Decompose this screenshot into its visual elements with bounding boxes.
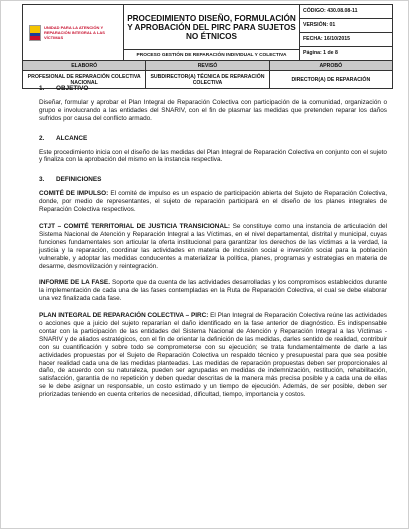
definition-comite-impulso: COMITÉ DE IMPULSO: El comité de impulso es un espacio de participación abierta del Sujeto de Reparación Colectiva, donde, por medio de representantes, el sujeto de reparación participará en el diseño de los planes integrales de Reparación Colectiva respectivos.	[39, 190, 387, 214]
logo-text: UNIDAD PARA LA ATENCIÓN Y REPARACIÓN INTEGRAL A LAS VÍCTIMAS	[44, 25, 105, 40]
section-heading-definiciones: 3. DEFINICIONES	[39, 176, 102, 184]
definition-informe-fase: INFORME DE LA FASE. Soporte que da cuenta de las actividades desarrolladas y los compromisos establecidos durante la implementación de cada una de las fases contempladas en la Ruta de Reparación Colectiva, el cual se debe elaborar una vez finalizada cada fase.	[39, 279, 387, 303]
logo-cell	[23, 5, 124, 61]
definition-ctjt: CTJT – COMITÉ TERRITORIAL DE JUSTICIA TRANSICIONAL: Se constituye como una instancia de articulación del Sistema Nacional de Atención y Reparación Integral a las Víctimas, en el nivel departamental, distrital y municipal, cuyas funciones fundamentales son articular la oferta institucional para garantizar los derechos de las víctimas a la verdad, la justicia y la reparación, coordinar las actividades en materia de inclusión social e inversión social para la población vulnerable, y adoptar las medidas conducentes a materializar la política, planes, programas y estrategias en materia de desarme, desmovilización y reintegración.	[39, 222, 387, 270]
document-body	[39, 85, 387, 399]
elaboro-header: ELABORÓ	[23, 61, 146, 71]
section-heading-alcance: 2. ALCANCE	[39, 134, 88, 142]
aprobo-value: DIRECTOR(A) DE REPARACIÓN	[269, 71, 392, 89]
document-date: FECHA: 16/10/2015	[300, 33, 392, 47]
aprobo-header: APROBÓ	[269, 61, 392, 71]
alcance-text: Este procedimiento inicia con el diseño de las medidas del Plan Integral de Reparación Colectiva en conjunto con el sujeto y finaliza con la aprobación del mismo en la instancia respectiva.	[39, 148, 387, 164]
reviso-header: REVISÓ	[146, 61, 269, 71]
process-name: PROCESO GESTIÓN DE REPARACIÓN INDIVIDUAL Y COLECTIVA	[124, 50, 300, 61]
document-header	[22, 4, 393, 61]
document-code: CÓDIGO: 430.08.08-11	[300, 5, 392, 19]
definition-pirc: PLAN INTEGRAL DE REPARACIÓN COLECTIVA – PIRC: El Plan Integral de Reparación Colectiva reúne las actividades o acciones que a juicio del sujeto repararían el daño identificado en la fase anterior de diagnóstico. Es indispensable contar con la participación de las entidades del Sistema Nacional de Atención y Reparación Integral a las Víctimas - SNARIV y de aliados estratégicos, con el fin de orientar la definición de las medidas, darles sentido de realidad, contribuir con su cuantificación y sobre todo se comprometerse con su ejecución; se trata fundamentalmente de darle a las actividades propuestas por el Sujeto de Reparación Colectiva un respaldo técnico y presupuestal para que sea posible hacer realidad cada una de las medidas planteadas. Las medidas de reparación propuestas deben ser proporcionales al daño, de acuerdo con su naturaleza, pueden ser agrupadas en medidas de indemnización, restitución, rehabilitación, satisfacción, garantía de no repetición y deben quedar descritas de la manera más precisa posible y a cada una de ellas se le debe asignar un responsable, un costo estimado y un tiempo de ejecución. Además, de ser posible, deben ser priorizadas teniendo en cuenta criterios de necesidad, dificultad, tiempo, importancia y costos.	[39, 312, 387, 399]
document-title: PROCEDIMIENTO DISEÑO, FORMULACIÓN Y APROBACIÓN DEL PIRC PARA SUJETOS NO ÉTNICOS	[124, 5, 300, 50]
section-heading-objetivo: 1. OBJETIVO	[39, 85, 89, 92]
document-version: VERSIÓN: 01	[300, 19, 392, 33]
document-meta	[300, 5, 393, 61]
objetivo-text: Diseñar, formular y aprobar el Plan Integral de Reparación Colectiva con participación de la comunidad, organización o grupo e involucrando a las entidades del SNARIV, con el fin de plasmar las medidas que pretenden reparar los daños sufridos por causa del conflicto armado.	[39, 98, 387, 122]
elaboro-value: PROFESIONAL DE REPARACIÓN COLECTIVA NACIONAL	[23, 71, 146, 89]
page-number: Página: 1 de 8	[303, 50, 338, 56]
reviso-value: SUBDIRECTOR(A) TÉCNICA DE REPARACIÓN COLECTIVA	[146, 71, 269, 89]
colombia-flag-icon	[29, 25, 41, 41]
